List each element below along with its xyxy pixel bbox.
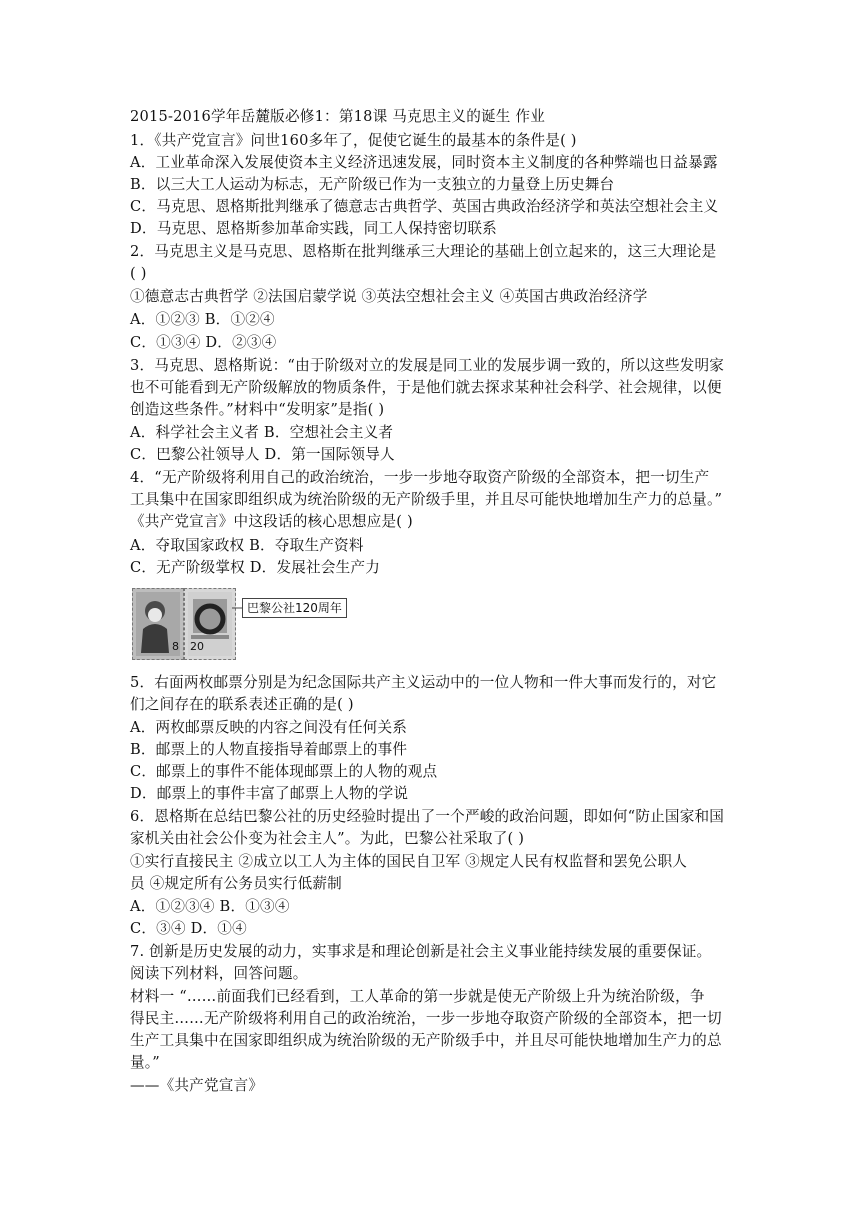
q7-material-1: 材料一 “……前面我们已经看到，工人革命的第一步就是使无产阶级上升为统治阶级，争: [130, 988, 705, 1005]
q2-options-ab: A．①②③ B．①②④: [130, 311, 275, 328]
q6-stem-2: 家机关由社会公仆变为社会主人”。为此，巴黎公社采取了( ): [130, 830, 525, 847]
q1-option-b: B．以三大工人运动为标志，无产阶级已作为一支独立的力量登上历史舞台: [130, 176, 615, 193]
stamp-caption: 巴黎公社120周年: [242, 598, 347, 618]
q7-material-4: 量。”: [130, 1054, 160, 1071]
q2-stem-paren: ( ): [130, 265, 147, 282]
q7-material-2: 得民主……无产阶级将利用自己的政治统治，一步一步地夺取资产阶级的全部资本，把一切: [130, 1010, 722, 1027]
marx-stamp: [132, 588, 184, 660]
q4-stem-3: 《共产党宣言》中这段话的核心思想应是( ): [130, 513, 413, 530]
q4-stem-2: 工具集中在国家即组织成为统治阶级的无产阶级手里，并且尽可能快地增加生产力的总量。”: [130, 491, 723, 508]
q5-option-c: C．邮票上的事件不能体现邮票上的人物的观点: [130, 763, 438, 780]
q7-stem-2: 阅读下列材料，回答问题。: [130, 965, 308, 982]
q7-source: ——《共产党宣言》: [130, 1077, 264, 1094]
doc-title: 2015-2016学年岳麓版必修1：第18课 马克思主义的诞生 作业: [130, 108, 546, 125]
q2-stem: 2．马克思主义是马克思、恩格斯在批判继承三大理论的基础上创立起来的，这三大理论是: [130, 243, 717, 260]
q2-options-cd: C．①③④ D．②③④: [130, 334, 277, 351]
q1-option-c: C．马克思、恩格斯批判继承了德意志古典哲学、英国古典政治经济学和英法空想社会主义: [130, 198, 719, 215]
q3-options-ab: A．科学社会主义者 B．空想社会主义者: [130, 424, 394, 441]
q1-option-a: A．工业革命深入发展使资本主义经济迅速发展，同时资本主义制度的各种弊端也日益暴露: [130, 154, 718, 171]
q5-option-a: A．两枚邮票反映的内容之间没有任何关系: [130, 719, 408, 736]
q5-stem-2: 们之间存在的联系表述正确的是( ): [130, 696, 354, 713]
q7-stem-1: 7. 创新是历史发展的动力，实事求是和理论创新是社会主义事业能持续发展的重要保证。: [130, 943, 712, 960]
q3-stem-1: 3．马克思、恩格斯说：“由于阶级对立的发展是同工业的发展步调一致的，所以这些发明家: [130, 357, 725, 374]
q4-options-ab: A．夺取国家政权 B．夺取生产资料: [130, 537, 364, 554]
q3-stem-2: 也不可能看到无产阶级解放的物质条件，于是他们就去探求某种社会科学、社会规律，以便: [130, 379, 722, 396]
q3-stem-3: 创造这些条件。”材料中“发明家”是指( ): [130, 401, 385, 418]
q6-options-cd: C．③④ D．①④: [130, 920, 247, 937]
q5-stem-1: 5．右面两枚邮票分别是为纪念国际共产主义运动中的一位人物和一件大事而发行的，对它: [130, 674, 717, 691]
q3-options-cd: C．巴黎公社领导人 D．第一国际领导人: [130, 446, 395, 463]
q1-option-d: D．马克思、恩格斯参加革命实践，同工人保持密切联系: [130, 220, 497, 237]
q6-options-ab: A．①②③④ B．①③④: [130, 898, 290, 915]
q5-option-d: D．邮票上的事件丰富了邮票上人物的学说: [130, 785, 409, 802]
stamp-left-value: 8: [172, 640, 179, 653]
q4-stem-1: 4．“无产阶级将利用自己的政治统治，一步一步地夺取资产阶级的全部资本，把一切生产: [130, 469, 710, 486]
paris-commune-stamp: [184, 588, 236, 660]
q7-material-3: 生产工具集中在国家即组织成为统治阶级的无产阶级手中，并且尽可能快地增加生产力的总: [130, 1032, 722, 1049]
stamp-right-value: 20: [190, 640, 204, 653]
q6-items-1: ①实行直接民主 ②成立以工人为主体的国民自卫军 ③规定人民有权监督和罢免公职人: [130, 853, 688, 870]
q1-stem: 1．《共产党宣言》问世160多年了，促使它诞生的最基本的条件是( ): [130, 132, 577, 149]
q5-option-b: B．邮票上的人物直接指导着邮票上的事件: [130, 741, 408, 758]
q2-items: ①德意志古典哲学 ②法国启蒙学说 ③英法空想社会主义 ④英国古典政治经济学: [130, 288, 648, 305]
stamps-figure: [132, 588, 372, 660]
q6-stem-1: 6．恩格斯在总结巴黎公社的历史经验时提出了一个严峻的政治问题，即如何“防止国家和国: [130, 808, 725, 825]
q6-items-2: 员 ④规定所有公务员实行低薪制: [130, 875, 342, 892]
q4-options-cd: C．无产阶级掌权 D．发展社会生产力: [130, 559, 381, 576]
